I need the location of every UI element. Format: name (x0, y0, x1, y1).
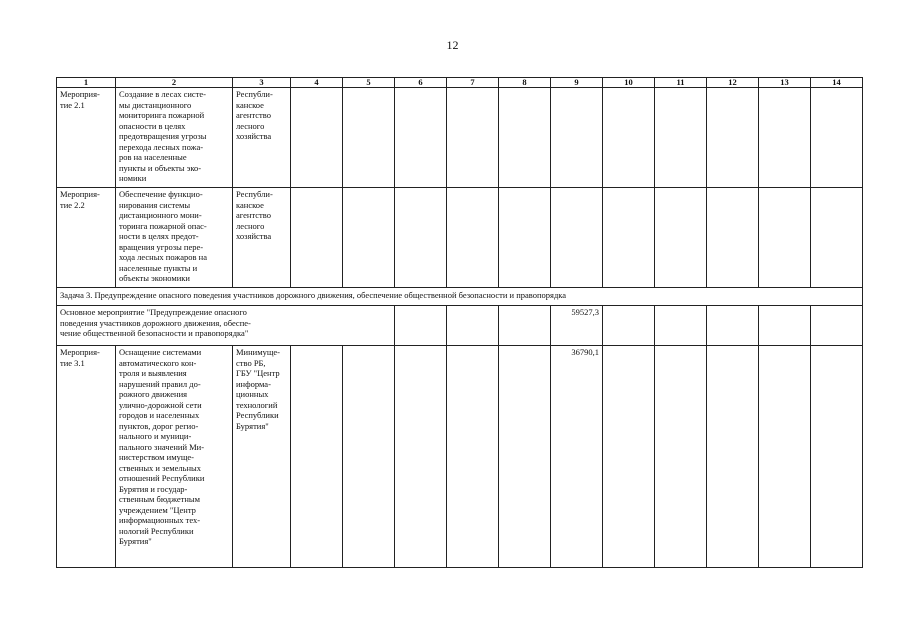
column-number: 7 (447, 78, 499, 88)
column-number: 11 (655, 78, 707, 88)
column-number: 6 (395, 78, 447, 88)
column-number: 2 (116, 78, 233, 88)
column-number: 14 (811, 78, 863, 88)
measure-description: Обеспечение функцио- нирования системы дистанционного мони- торинга пожарной опас- ности в целях предот- вращения угрозы пере- хода лесных пожаров на населенные пункты и объекты экономики (116, 188, 233, 288)
table-row (57, 346, 863, 568)
column-number: 10 (603, 78, 655, 88)
main-measure-row (57, 306, 863, 346)
column-number: 8 (499, 78, 551, 88)
task-title: Задача 3. Предупреждение опасного поведения участников дорожного движения, обеспечение общественной безопасности и правопорядка (57, 288, 863, 306)
column-number: 3 (233, 78, 291, 88)
page-number: 12 (446, 38, 459, 52)
amount-cell: 36790,1 (551, 346, 603, 568)
column-number-row (57, 78, 863, 88)
column-number: 13 (759, 78, 811, 88)
column-number: 1 (57, 78, 116, 88)
main-measure-title: Основное мероприятие "Предупреждение опасного поведения участников дорожного движения, обеспе- чение общественной безопасности и правопорядка" (57, 306, 395, 346)
amount-cell: 59527,3 (551, 306, 603, 346)
responsible-executor: Республи- канское агентство лесного хозяйства (233, 188, 291, 288)
column-number: 12 (707, 78, 759, 88)
amount-cell (551, 188, 603, 288)
table-row (57, 188, 863, 288)
measure-id: Мероприя- тие 3.1 (57, 346, 116, 568)
task-row (57, 288, 863, 306)
measure-description: Оснащение системами автоматического кон- троля и выявления нарушений правил до- рожного движения улично-дорожной сети городов и населенных пунктов, дорог регио- нального и муници- пального значений Ми- нистерством имуще- ственных и земельных отношений Республики Бурятия и государ- ственным бюджетным учреждением "Центр информационных тех- нологий Республики Бурятия" (116, 346, 233, 568)
responsible-executor: Минимуще- ство РБ, ГБУ "Центр информа- ционных технологий Республики Бурятия" (233, 346, 291, 568)
measure-id: Мероприя- тие 2.1 (57, 88, 116, 188)
column-number: 9 (551, 78, 603, 88)
budget-table (56, 77, 863, 568)
responsible-executor: Республи- канское агентство лесного хозяйства (233, 88, 291, 188)
measure-id: Мероприя- тие 2.2 (57, 188, 116, 288)
column-number: 4 (291, 78, 343, 88)
measure-description: Создание в лесах систе- мы дистанционного мониторинга пожарной опасности в целях предотвращения угрозы перехода лесных пожа- ров на населенные пункты и объекты эко- номики (116, 88, 233, 188)
amount-cell (551, 88, 603, 188)
column-number: 5 (343, 78, 395, 88)
table-row (57, 88, 863, 188)
